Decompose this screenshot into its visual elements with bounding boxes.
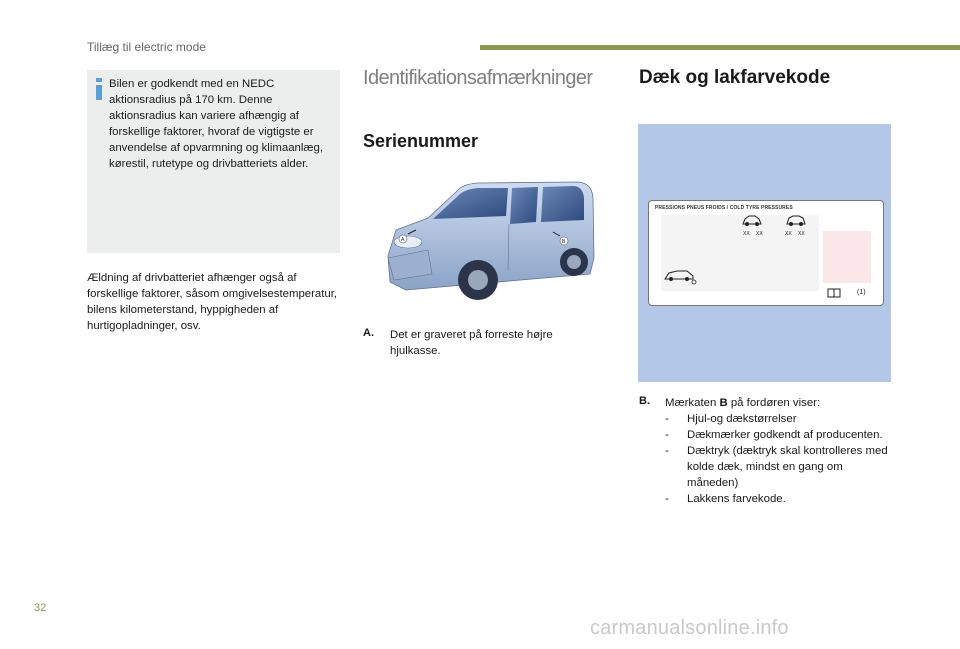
list-item: - Lakkens farvekode. <box>665 493 786 505</box>
illustration-label-b: B <box>562 239 566 245</box>
plate-footnote: (1) <box>857 289 866 296</box>
plate-value: XX <box>798 231 805 237</box>
car-illustration <box>378 178 598 308</box>
plate-paint-code-area <box>823 231 871 283</box>
header-title: Tillæg til electric mode <box>87 40 206 54</box>
watermark: carmanualsonline.info <box>590 617 789 639</box>
car-rear-icon <box>785 214 807 228</box>
battery-aging-text: Ældning af drivbatteriet afhænger også af forskellige faktorer, såsom omgivelsestemperatur, bilens kilometerstand, hyppigheden af hurtigopladninger, osv. <box>87 272 338 332</box>
car-load-icon <box>663 267 697 285</box>
list-item: - Dæktryk (dæktryk skal kontrolleres med kolde dæk, mindst en gang om måneden) <box>665 445 888 489</box>
manual-book-icon <box>827 288 841 298</box>
item-b-label: B. <box>639 395 650 407</box>
item-a-label: A. <box>363 327 374 339</box>
tyre-label-panel <box>638 124 891 382</box>
list-item: - Dækmærker godkendt af producenten. <box>665 429 883 441</box>
label-contents-list <box>665 411 890 507</box>
plate-value: XX <box>743 231 750 237</box>
page-number: 32 <box>34 602 47 614</box>
item-b-text: Mærkaten B på fordøren viser: <box>665 397 821 409</box>
identification-title: Identifikationsafmærkninger <box>363 67 593 89</box>
car-front-icon <box>741 214 763 228</box>
item-a-text: Det er graveret på forreste højre hjulkasse. <box>390 329 553 357</box>
info-icon <box>96 78 102 100</box>
plate-title: PRESSIONS PNEUS FROIDS / COLD TYRE PRESSURES <box>655 205 793 211</box>
tyre-paint-title: Dæk og lakfarvekode <box>639 67 831 88</box>
tyre-pressure-plate <box>648 200 884 306</box>
list-item: - Hjul-og dækstørrelser <box>665 413 797 425</box>
serial-number-title: Serienummer <box>363 131 479 151</box>
plate-value: XX <box>756 231 763 237</box>
info-text: Bilen er godkendt med en NEDC aktionsradius på 170 km. Denne aktionsradius kan variere afhængig af forskellige faktorer, hvoraf de vigtigste er anvendelse af opvarmning og klimaanlæg, kørestil, rutetype og drivbatteriets alder. <box>109 78 324 170</box>
plate-value: XX <box>785 231 792 237</box>
illustration-label-a: A <box>401 237 405 243</box>
header-accent-bar <box>480 45 960 50</box>
